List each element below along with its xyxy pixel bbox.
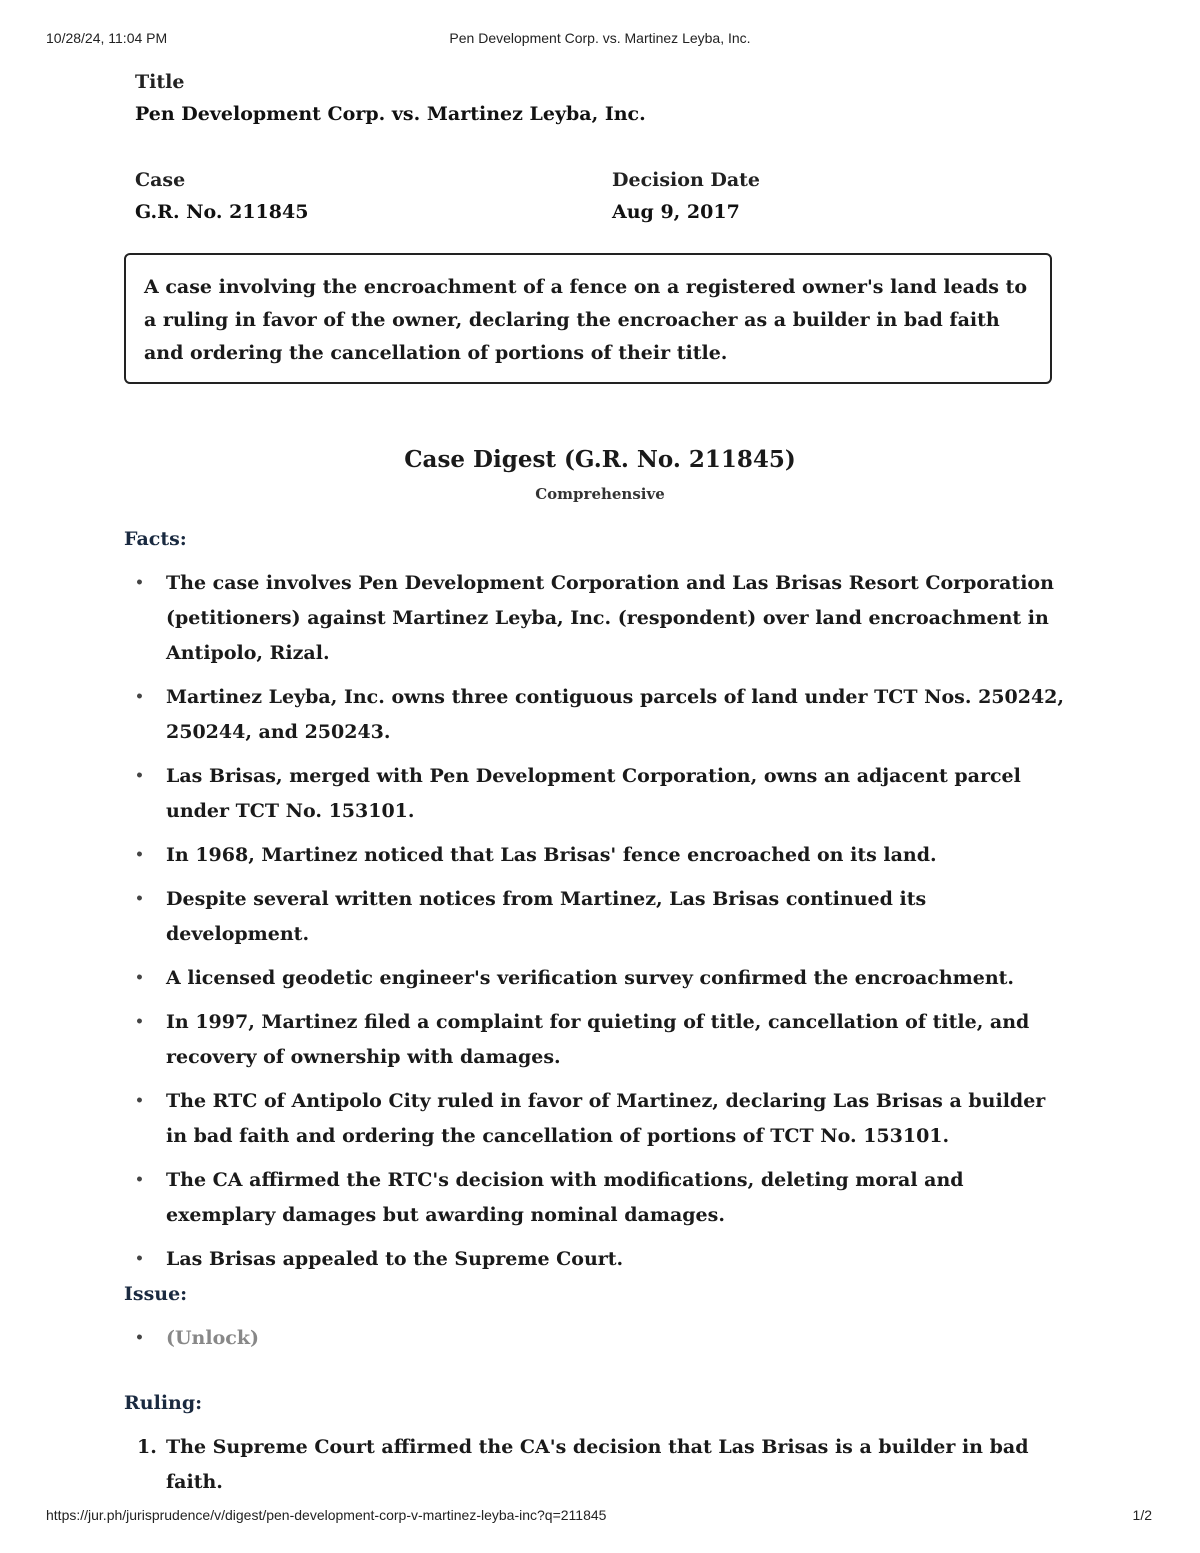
list-item: • Martinez Leyba, Inc. owns three contiguous parcels of land under TCT Nos. 250242, 250244, and 250243. bbox=[124, 680, 1064, 750]
digest-subtitle: Comprehensive bbox=[535, 485, 665, 503]
case-summary-text: A case involving the encroachment of a fence on a registered owner's land leads to a ruling in favor of the owner, declaring the encroacher as a builder in bad faith and ordering the cancellation of portions of their title. bbox=[144, 276, 1028, 364]
unlock-link[interactable]: (Unlock) bbox=[166, 1327, 259, 1349]
ruling-text: The Supreme Court affirmed the CA's decision that Las Brisas is a builder in bad faith. bbox=[166, 1436, 1029, 1493]
print-header bbox=[0, 30, 1200, 50]
facts-list bbox=[124, 566, 1064, 1286]
list-item: • In 1968, Martinez noticed that Las Brisas' fence encroached on its land. bbox=[124, 838, 1064, 873]
print-footer bbox=[0, 1507, 1200, 1527]
decision-date-value: Aug 9, 2017 bbox=[612, 201, 740, 223]
print-url: https://jur.ph/jurisprudence/v/digest/pen-development-corp-v-martinez-leyba-inc?q=211845 bbox=[46, 1507, 607, 1523]
decision-date-label: Decision Date bbox=[612, 169, 761, 191]
print-page-title: Pen Development Corp. vs. Martinez Leyba, Inc. bbox=[449, 30, 751, 46]
list-item: • The case involves Pen Development Corporation and Las Brisas Resort Corporation (petitioners) against Martinez Leyba, Inc. (respondent) over land encroachment in Antipolo, Rizal. bbox=[124, 566, 1064, 671]
issue-heading: Issue: bbox=[124, 1283, 188, 1305]
title-label: Title bbox=[135, 71, 185, 93]
list-item: • Las Brisas appealed to the Supreme Court. bbox=[124, 1242, 1064, 1277]
case-value: G.R. No. 211845 bbox=[135, 201, 309, 223]
list-item: • The RTC of Antipolo City ruled in favor of Martinez, declaring Las Brisas a builder in bad faith and ordering the cancellation of portions of TCT No. 153101. bbox=[124, 1084, 1064, 1154]
facts-heading: Facts: bbox=[124, 528, 187, 550]
issue-list bbox=[124, 1321, 1064, 1365]
list-item bbox=[124, 1430, 1064, 1500]
list-item: • In 1997, Martinez filed a complaint for quieting of title, cancellation of title, and recovery of ownership with damages. bbox=[124, 1005, 1064, 1075]
ruling-list bbox=[124, 1430, 1064, 1509]
page-number: 1/2 bbox=[1132, 1507, 1152, 1523]
digest-title: Case Digest (G.R. No. 211845) bbox=[404, 446, 796, 473]
list-item: • Las Brisas, merged with Pen Development Corporation, owns an adjacent parcel under TCT No. 153101. bbox=[124, 759, 1064, 829]
ruling-heading: Ruling: bbox=[124, 1392, 203, 1414]
list-item: • Despite several written notices from Martinez, Las Brisas continued its development. bbox=[124, 882, 1064, 952]
print-datetime: 10/28/24, 11:04 PM bbox=[46, 30, 168, 46]
case-summary-box bbox=[124, 253, 1052, 384]
list-item: • The CA affirmed the RTC's decision with modifications, deleting moral and exemplary damages but awarding nominal damages. bbox=[124, 1163, 1064, 1233]
case-label: Case bbox=[135, 169, 186, 191]
list-item bbox=[124, 1321, 1064, 1356]
title-value: Pen Development Corp. vs. Martinez Leyba, Inc. bbox=[135, 103, 646, 125]
ruling-number: 1. bbox=[137, 1436, 157, 1458]
list-item: • A licensed geodetic engineer's verification survey confirmed the encroachment. bbox=[124, 961, 1064, 996]
